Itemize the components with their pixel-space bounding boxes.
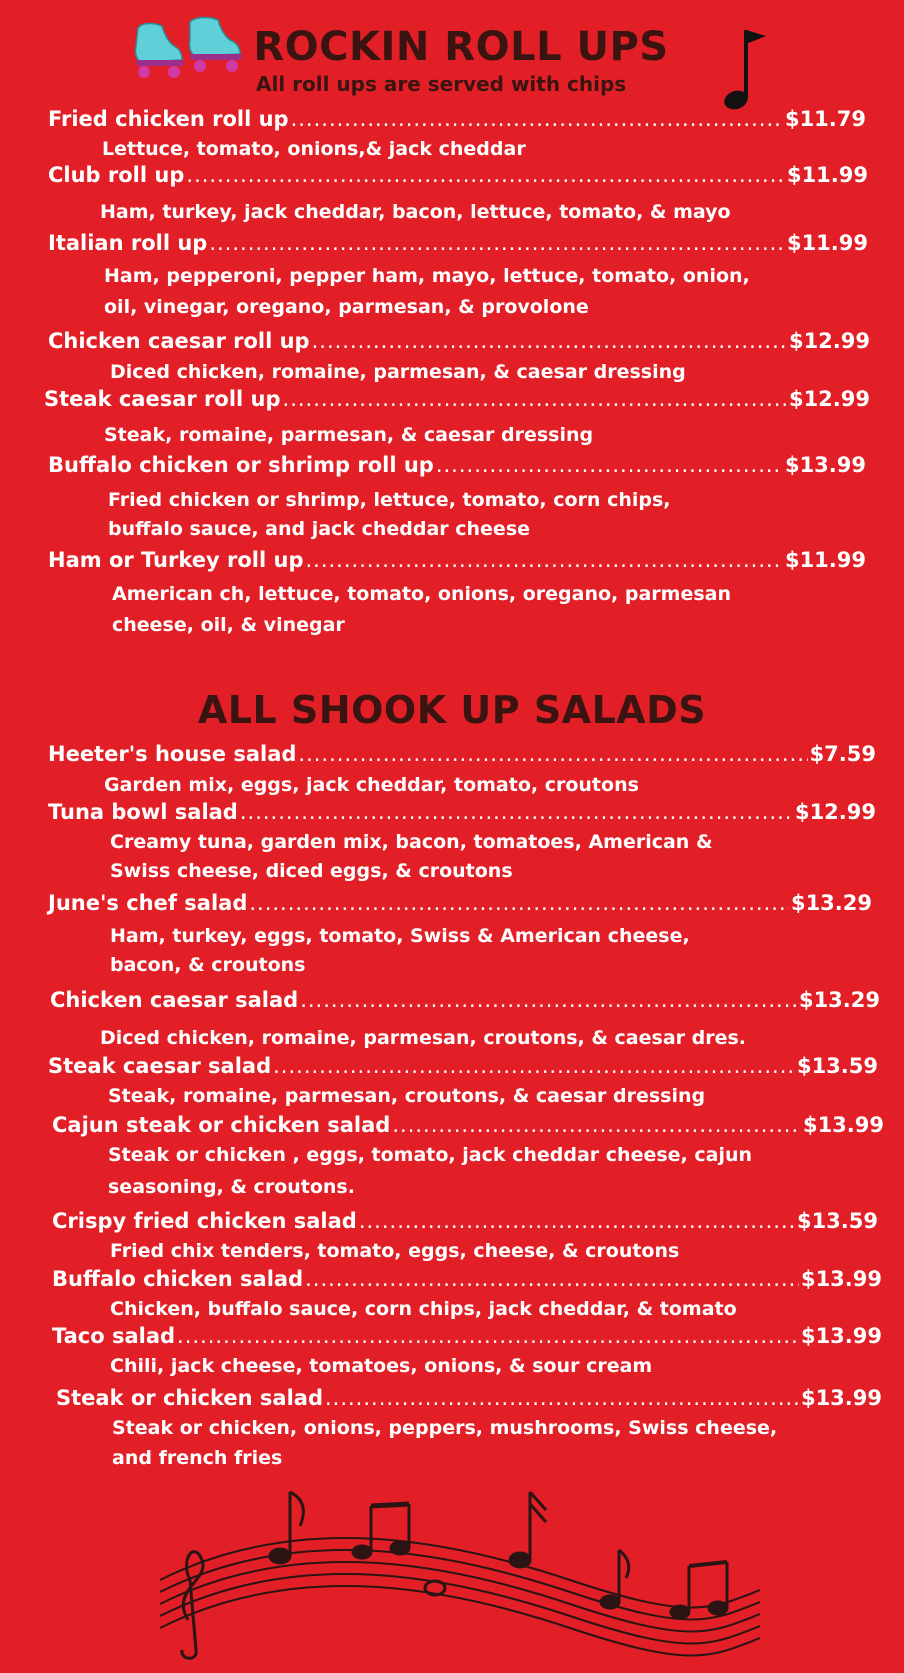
item-description: seasoning, & croutons. [108, 1176, 355, 1198]
item-price: $13.99 [800, 1324, 882, 1348]
item-description: Steak or chicken , eggs, tomato, jack cheddar cheese, cajun [108, 1144, 753, 1166]
item-description: Swiss cheese, diced eggs, & croutons [110, 860, 513, 882]
item-price: $13.29 [798, 988, 880, 1012]
item-name: Italian roll up [48, 231, 208, 255]
menu-item [48, 890, 872, 916]
menu-item [52, 1266, 882, 1292]
item-price: $12.99 [788, 387, 870, 411]
item-description: Fried chicken or shrimp, lettuce, tomato, corn chips, [108, 489, 671, 511]
item-name: Tuna bowl salad [48, 800, 238, 824]
item-price: $11.99 [784, 548, 866, 572]
roll-ups-title: ROCKIN ROLL UPS [253, 24, 669, 70]
item-description: Ham, turkey, eggs, tomato, Swiss & American cheese, [110, 925, 690, 947]
item-description: Garden mix, eggs, jack cheddar, tomato, croutons [104, 774, 639, 796]
menu-item [48, 741, 876, 767]
item-description: Lettuce, tomato, onions,& jack cheddar [102, 138, 526, 160]
menu-item [48, 328, 870, 354]
item-price: $12.99 [788, 329, 870, 353]
item-name: Heeter's house salad [48, 742, 297, 766]
menu-item [48, 106, 866, 132]
menu-item [44, 386, 870, 412]
item-description: Diced chicken, romaine, parmesan, croutons, & caesar dres. [100, 1027, 747, 1049]
item-price: $11.99 [786, 231, 868, 255]
item-description: American ch, lettuce, tomato, onions, oregano, parmesan [112, 583, 732, 605]
item-description: Chili, jack cheese, tomatoes, onions, & sour cream [110, 1355, 653, 1377]
item-price: $13.59 [796, 1209, 878, 1233]
item-name: Steak caesar roll up [44, 387, 281, 411]
item-description: Diced chicken, romaine, parmesan, & caesar dressing [110, 361, 686, 383]
menu-item [48, 162, 868, 188]
item-name: Chicken caesar salad [50, 988, 299, 1012]
item-description: Steak, romaine, parmesan, croutons, & caesar dressing [108, 1085, 706, 1107]
item-description: Steak or chicken, onions, peppers, mushrooms, Swiss cheese, [112, 1417, 778, 1439]
item-price: $12.99 [794, 800, 876, 824]
item-name: Club roll up [48, 163, 185, 187]
menu-item [52, 1208, 878, 1234]
item-name: Steak caesar salad [48, 1054, 272, 1078]
item-description: Steak, romaine, parmesan, & caesar dressing [104, 424, 594, 446]
menu-item [52, 1112, 884, 1138]
roll-ups-subtitle: All roll ups are served with chips [256, 72, 627, 96]
item-name: Taco salad [52, 1324, 176, 1348]
item-description: cheese, oil, & vinegar [112, 614, 345, 636]
menu-item [48, 230, 868, 256]
item-price: $13.29 [790, 891, 872, 915]
item-description: and french fries [112, 1447, 283, 1469]
item-description: oil, vinegar, oregano, parmesan, & provolone [104, 296, 589, 318]
menu-item [52, 1323, 882, 1349]
menu-item [48, 547, 866, 573]
item-price: $11.99 [786, 163, 868, 187]
item-price: $13.99 [800, 1386, 882, 1410]
item-price: $13.99 [800, 1267, 882, 1291]
item-name: Steak or chicken salad [56, 1386, 323, 1410]
item-price: $13.59 [796, 1054, 878, 1078]
item-description: Ham, turkey, jack cheddar, bacon, lettuce, tomato, & mayo [100, 201, 731, 223]
item-name: June's chef salad [48, 891, 248, 915]
menu-item [48, 452, 866, 478]
item-name: Buffalo chicken salad [52, 1267, 304, 1291]
menu-item [48, 799, 876, 825]
item-description: Ham, pepperoni, pepper ham, mayo, lettuce, tomato, onion, [104, 265, 750, 287]
item-name: Fried chicken roll up [48, 107, 289, 131]
item-description: Chicken, buffalo sauce, corn chips, jack cheddar, & tomato [110, 1298, 737, 1320]
music-staff-icon [150, 1470, 770, 1670]
menu-item [48, 1053, 878, 1079]
item-description: Fried chix tenders, tomato, eggs, cheese, & croutons [110, 1240, 680, 1262]
item-description: buffalo sauce, and jack cheddar cheese [108, 518, 531, 540]
menu-item [50, 987, 880, 1013]
item-price: $7.59 [809, 742, 876, 766]
item-name: Buffalo chicken or shrimp roll up [48, 453, 434, 477]
item-name: Cajun steak or chicken salad [52, 1113, 391, 1137]
item-price: $11.79 [784, 107, 866, 131]
item-name: Ham or Turkey roll up [48, 548, 304, 572]
menu-item [56, 1385, 882, 1411]
item-price: $13.99 [802, 1113, 884, 1137]
item-name: Chicken caesar roll up [48, 329, 310, 353]
item-name: Crispy fried chicken salad [52, 1209, 357, 1233]
salads-title: ALL SHOOK UP SALADS [197, 688, 707, 732]
item-price: $13.99 [784, 453, 866, 477]
item-description: bacon, & croutons [110, 954, 306, 976]
item-description: Creamy tuna, garden mix, bacon, tomatoes, American & [110, 831, 713, 853]
